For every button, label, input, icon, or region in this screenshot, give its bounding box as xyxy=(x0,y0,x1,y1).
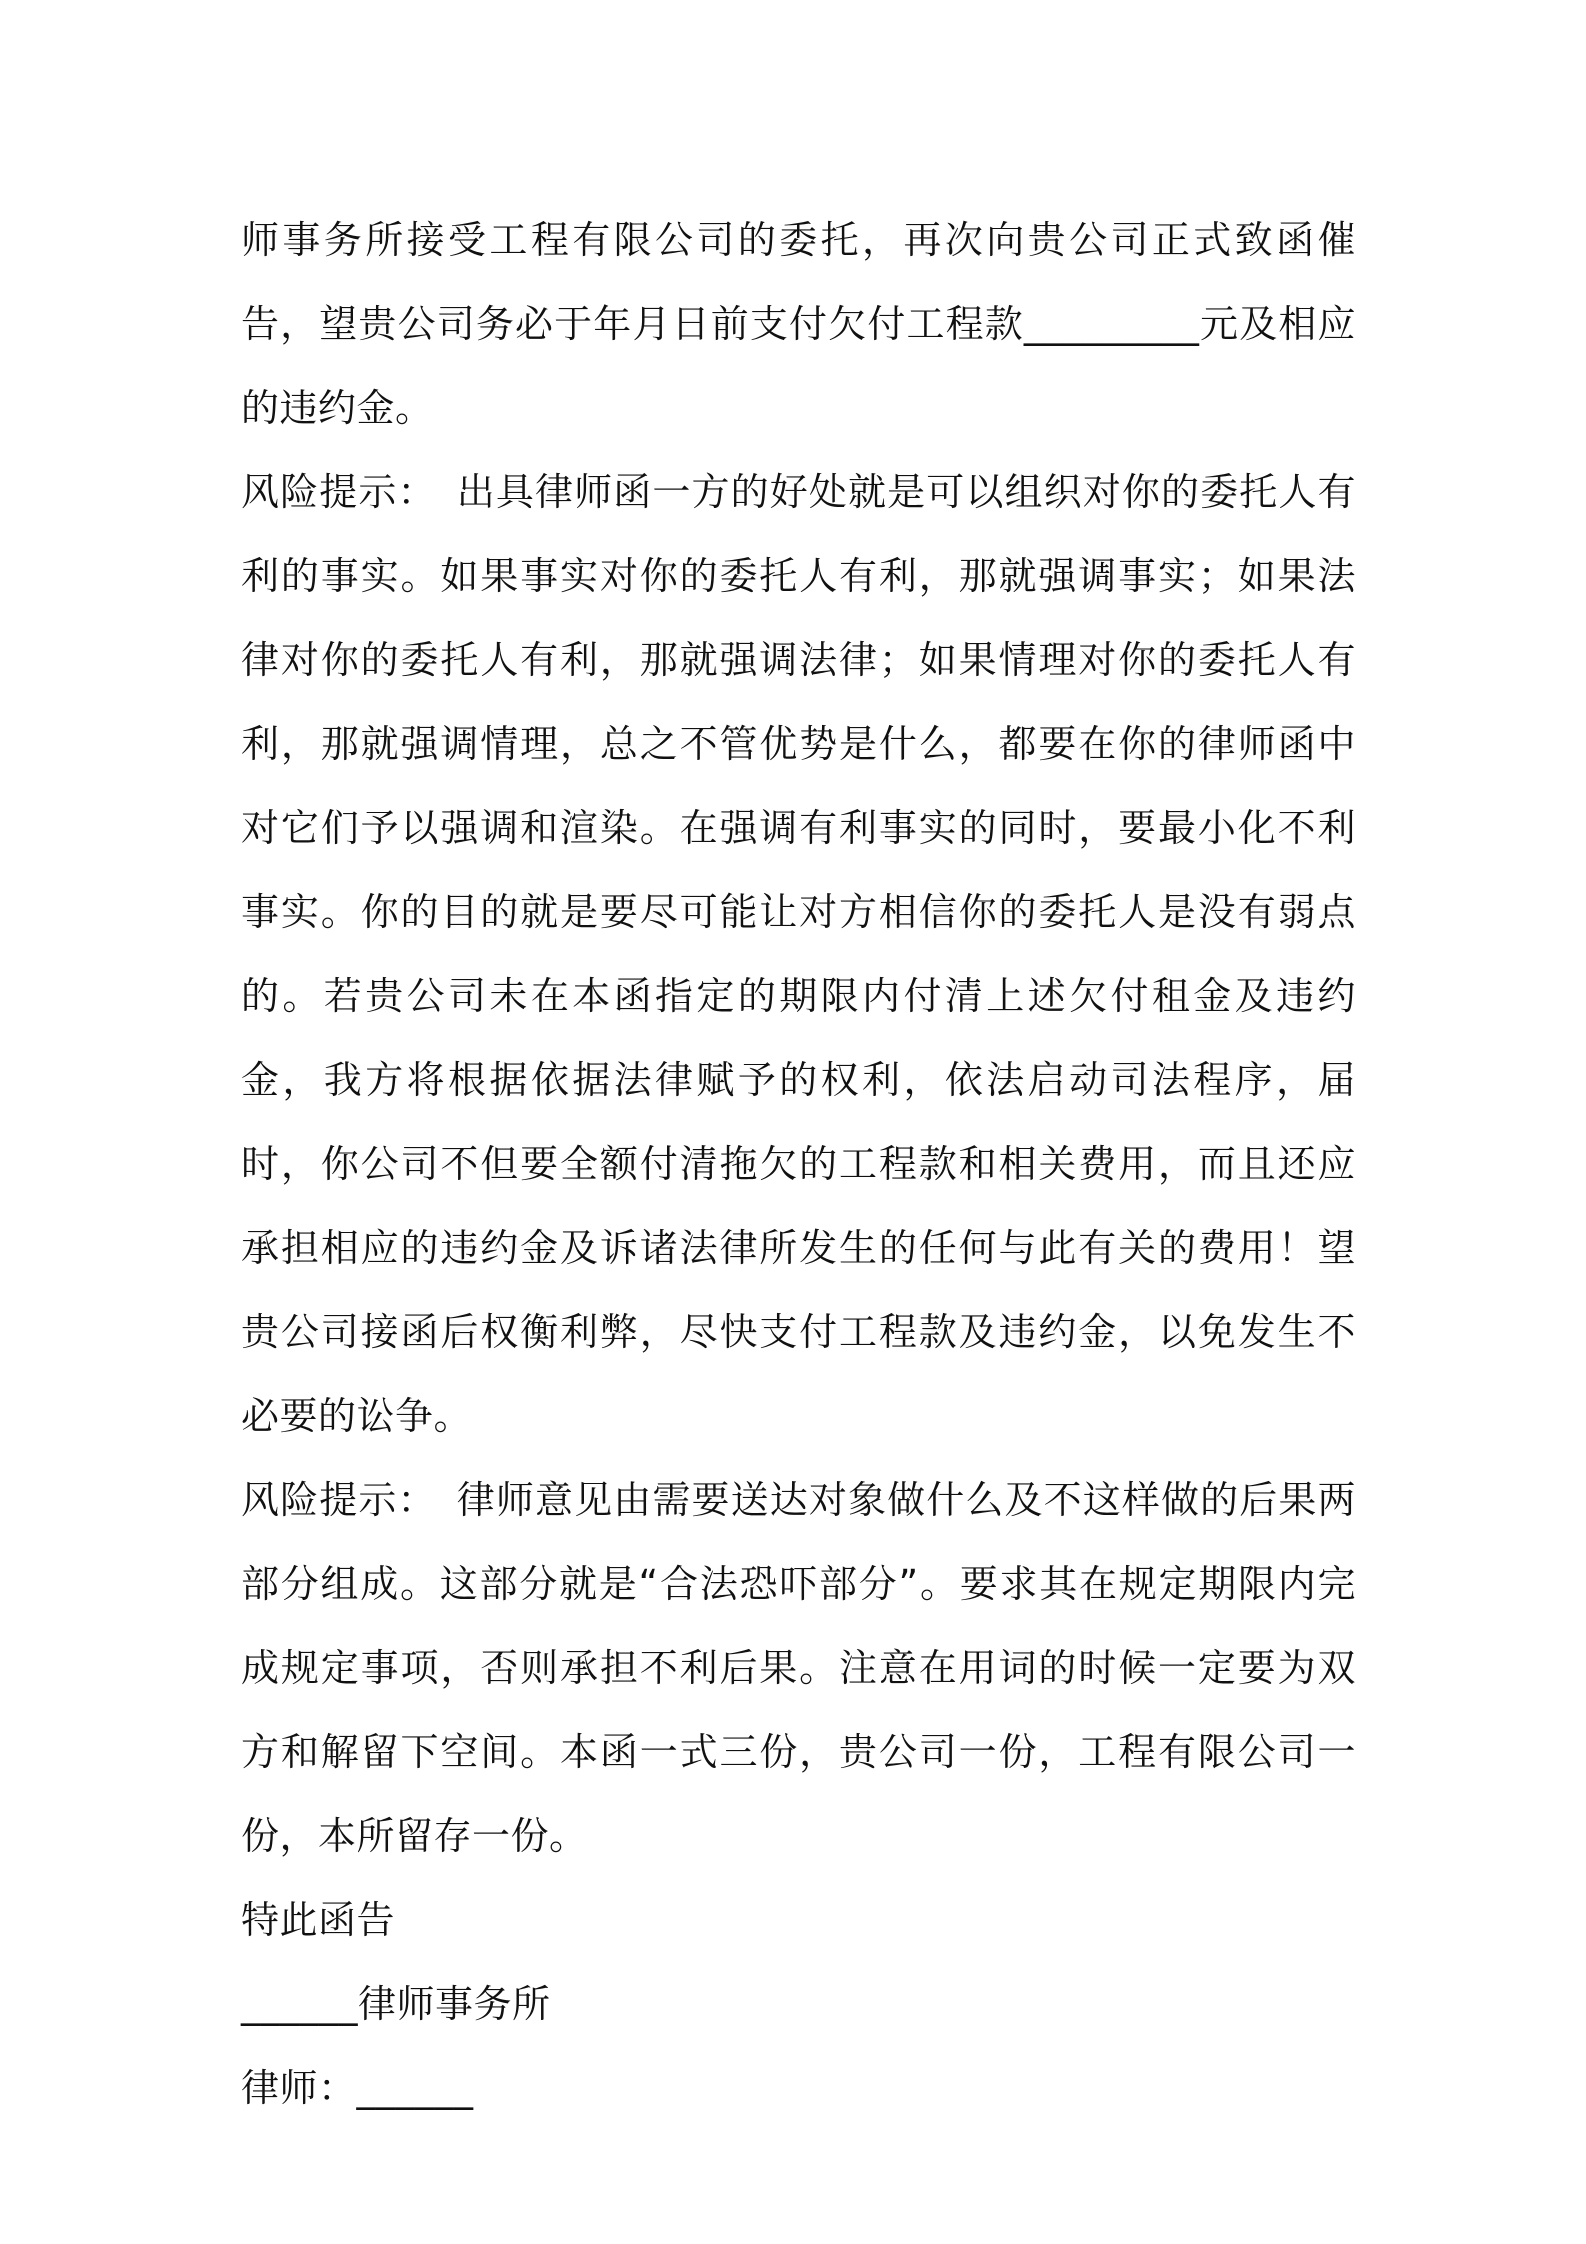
law-firm-signature-line: ______律师事务所 xyxy=(241,1982,551,2026)
lawyer-signature-line: 律师：______ xyxy=(241,2066,474,2110)
closing-text: 特此函告 xyxy=(241,1898,396,1942)
risk-notice-paragraph-1: 风险提示： 出具律师函一方的好处就是可以组织对你的委托人有利的事实。如果事实对你的委托人有利，那就强调事实；如果法律对你的委托人有利，那就强调法律；如果情理对你的委托人有利，那就强调情理，总之不管优势是什么，都要在你的律师函中对它们予以强调和渲染。在强调有利事实的同时，要最小化不利事实。你的目的就是要尽可能让对方相信你的委托人是没有弱点的。若贵公司未在本函指定的期限内付清上述欠付租金及违约金，我方将根据依据法律赋予的权利，依法启动司法程序，届时，你公司不但要全额付清拖欠的工程款和相关费用，而且还应承担相应的违约金及诉诸法律所发生的任何与此有关的费用！望贵公司接函后权衡利弊，尽快支付工程款及违约金，以免发生不必要的讼争。 xyxy=(241,470,1356,1438)
document-body xyxy=(241,198,1356,2130)
risk-notice-paragraph-2: 风险提示： 律师意见由需要送达对象做什么及不这样做的后果两部分组成。这部分就是“合法恐吓部分”。要求其在规定期限内完成规定事项，否则承担不利后果。注意在用词的时候一定要为双方和解留下空间。本函一式三份，贵公司一份，工程有限公司一份，本所留存一份。 xyxy=(241,1478,1356,1858)
demand-paragraph: 师事务所接受工程有限公司的委托，再次向贵公司正式致函催告，望贵公司务必于年月日前支付欠付工程款_________元及相应的违约金。 xyxy=(241,218,1356,430)
